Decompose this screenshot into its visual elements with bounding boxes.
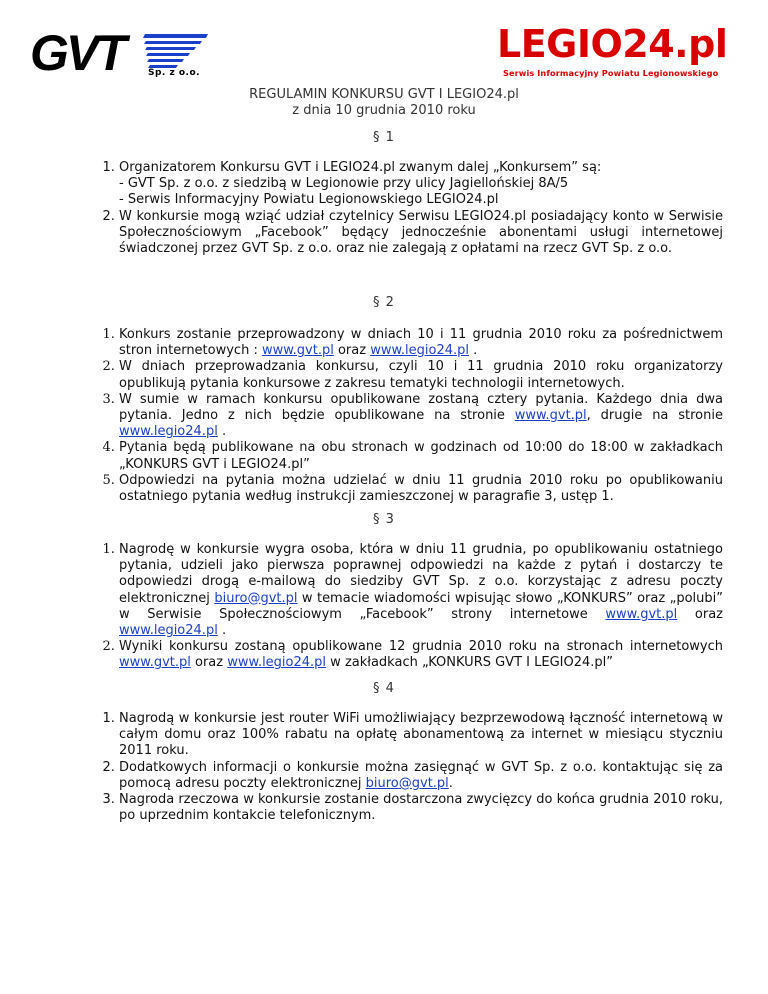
- section-3-heading: § 3: [373, 512, 395, 527]
- list-item: 1. Nagrodę w konkursie wygra osoba, która w dniu 11 grudnia, po opublikowaniu ostatniego pytania, udzieli jako pierwsza poprawnej odpowiedzi na każde z pytań i dostarczy te odpowiedzi drogą e-mailową do siedziby GVT Sp. z o.o. korzystając z adresu poczty elektronicznej biuro@gvt.pl w temacie wiadomości wpisując słowo „KONKURS” oraz „polubi” w Serwisie Społecznościowym „Facebook” strony internetowe www.gvt.pl oraz www.legio24.pl .: [119, 542, 723, 639]
- link-legio24[interactable]: www.legio24.pl: [119, 623, 218, 639]
- list-item: 1. Organizatorem Konkursu GVT i LEGIO24.pl zwanym dalej „Konkursem” są: - GVT Sp. z o.o. z siedzibą w Legionowie przy ulicy Jagiellońskiej 8A/5 - Serwis Informacyjny Powiatu Legionowskiego LEGIO24.pl: [119, 160, 723, 209]
- list-item: 3. Nagroda rzeczowa w konkursie zostanie dostarczona zwycięzcy do końca grudnia 2010 roku, po uprzednim kontakcie telefonicznym.: [119, 792, 723, 824]
- link-legio24[interactable]: www.legio24.pl: [119, 424, 218, 440]
- gvt-logo-text: GVT: [30, 26, 124, 81]
- list-item: 5. Odpowiedzi na pytania można udzielać w dniu 11 grudnia 2010 roku po opublikowaniu ostatniego pytania według instrukcji zamieszczonej w paragrafie 3, ustęp 1.: [119, 473, 723, 505]
- list-item: 1. Konkurs zostanie przeprowadzony w dniach 10 i 11 grudnia 2010 roku za pośrednictwem stron internetowych : www.gvt.pl oraz www.legio24.pl .: [119, 327, 723, 359]
- list-item: 4. Pytania będą publikowane na obu stronach w godzinach od 10:00 do 18:00 w zakładkach „KONKURS GVT i LEGIO24.pl”: [119, 440, 723, 472]
- link-email[interactable]: biuro@gvt.pl: [214, 590, 298, 606]
- link-email[interactable]: biuro@gvt.pl: [365, 775, 449, 791]
- document-title: REGULAMIN KONKURSU GVT I LEGIO24.pl: [249, 87, 519, 102]
- section-1-heading: § 1: [373, 130, 395, 145]
- list-item: 2. Dodatkowych informacji o konkursie można zasięgnąć w GVT Sp. z o.o. kontaktując się za pomocą adresu poczty elektronicznej biuro@gvt.pl.: [119, 760, 723, 792]
- list-item: 2. Wyniki konkursu zostaną opublikowane 12 grudnia 2010 roku na stronach internetowych www.gvt.pl oraz www.legio24.pl w zakładkach „KONKURS GVT I LEGIO24.pl”: [119, 639, 723, 671]
- document-date: z dnia 10 grudnia 2010 roku: [292, 103, 476, 118]
- legio24-logo-subtitle: Serwis Informacyjny Powiatu Legionowskiego: [503, 68, 719, 78]
- section-2-list: [92, 327, 723, 505]
- section-4-list: [92, 711, 723, 824]
- legio24-logo: [497, 22, 728, 82]
- link-gvt[interactable]: www.gvt.pl: [605, 606, 678, 622]
- legio24-logo-text: LEGIO24.pl: [497, 22, 728, 66]
- list-item: 1. Nagrodą w konkursie jest router WiFi umożliwiający bezprzewodową łączność internetową w całym domu oraz 100% rabatu na opłatę abonamentową za internet w miesiącu styczniu 2011 roku.: [119, 711, 723, 760]
- link-gvt[interactable]: www.gvt.pl: [119, 655, 191, 671]
- link-gvt[interactable]: www.gvt.pl: [514, 408, 587, 424]
- section-3-list: [92, 542, 723, 672]
- link-gvt[interactable]: www.gvt.pl: [261, 343, 334, 359]
- gvt-logo-subtitle: Sp. z o.o.: [148, 68, 201, 78]
- section-4-heading: § 4: [373, 681, 395, 696]
- list-item: 2. W dniach przeprowadzania konkursu, czyli 10 i 11 grudnia 2010 roku organizatorzy opublikują pytania konkursowe z zakresu tematyki technologii internetowych.: [119, 359, 723, 391]
- link-legio24[interactable]: www.legio24.pl: [227, 655, 327, 671]
- list-item: 2. W konkursie mogą wziąć udział czytelnicy Serwisu LEGIO24.pl posiadający konto w Serwisie Społecznościowym „Facebook” będący jednocześnie abonentami usługi internetowej świadczonej przez GVT Sp. z o.o. oraz nie zalegają z opłatami na rzecz GVT Sp. z o.o.: [119, 209, 723, 258]
- link-legio24[interactable]: www.legio24.pl: [370, 343, 470, 359]
- list-item: 3. W sumie w ramach konkursu opublikowane zostaną cztery pytania. Każdego dnia dwa pytania. Jedno z nich będzie opublikowane na stronie www.gvt.pl, drugie na stronie www.legio24.pl .: [119, 392, 723, 441]
- section-1-list: [92, 160, 723, 257]
- section-2-heading: § 2: [373, 295, 395, 310]
